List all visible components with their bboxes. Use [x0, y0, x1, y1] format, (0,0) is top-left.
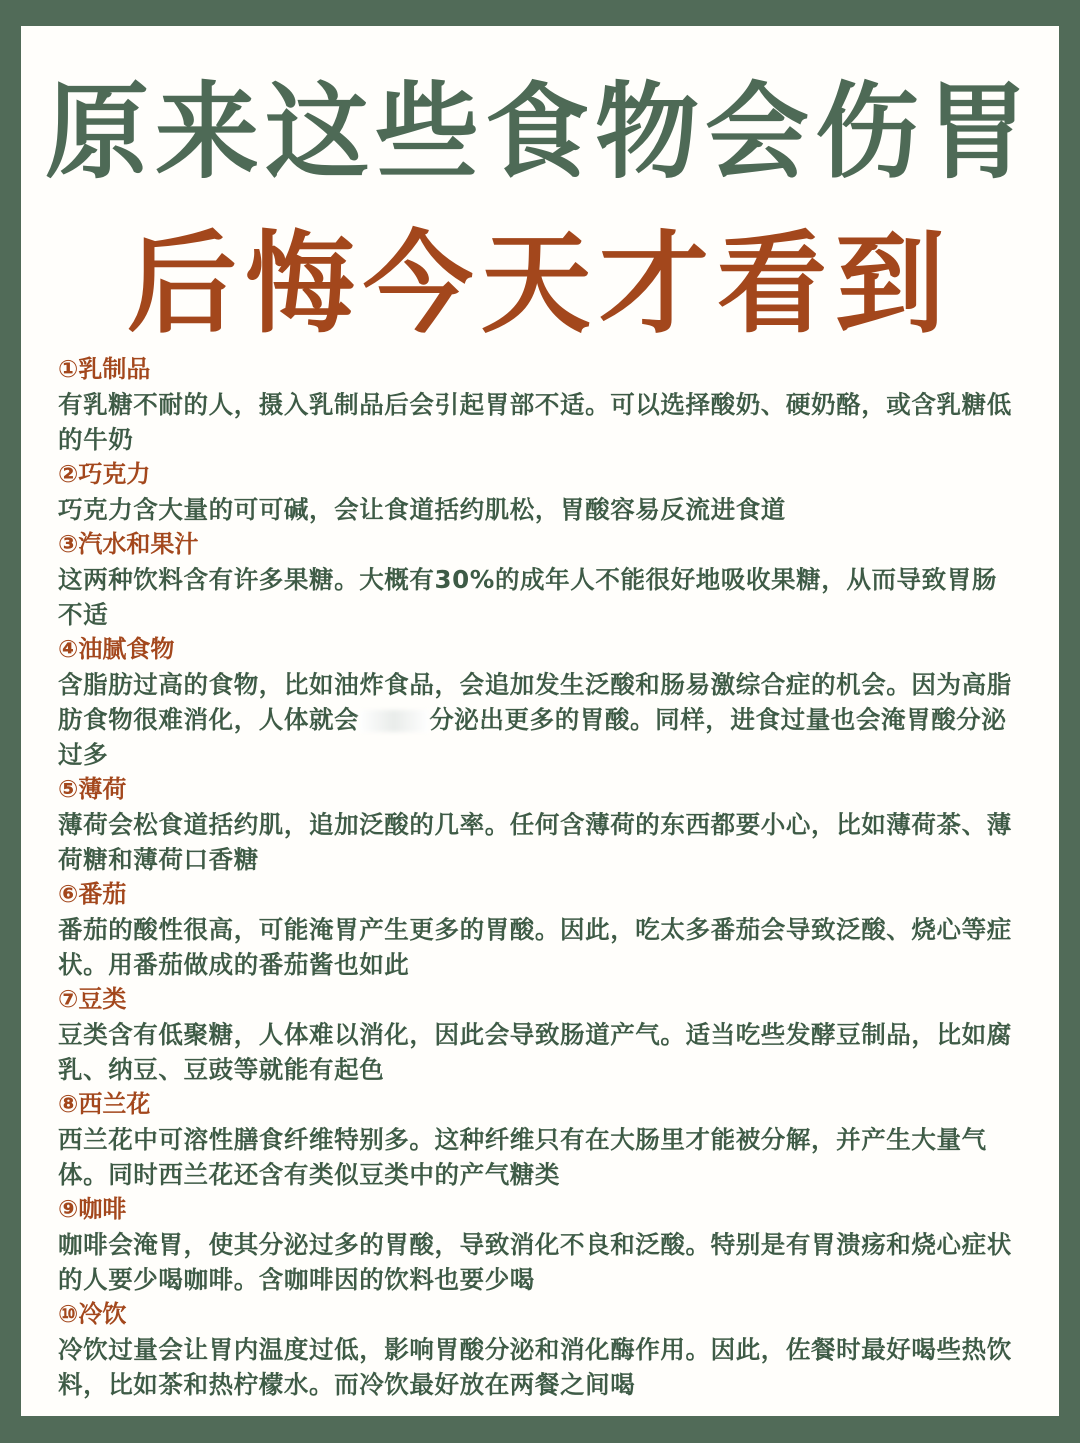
item-heading: ②巧克力 — [58, 460, 151, 488]
list-item — [58, 1297, 1018, 1402]
title-line-1: 原来这些食物会伤胃 — [44, 71, 1035, 193]
item-text: 这两种饮料含有许多果糖。大概有30%的成年人不能很好地吸收果糖，从而导致胃肠不适 — [58, 565, 997, 629]
list-item — [58, 527, 1018, 632]
item-heading: ⑤薄荷 — [58, 775, 127, 803]
item-heading: ④油腻食物 — [58, 635, 175, 663]
list-item — [58, 877, 1018, 982]
item-heading: ⑨咖啡 — [58, 1195, 127, 1223]
item-text: 西兰花中可溶性膳食纤维特别多。这种纤维只有在大肠里才能被分解，并产生大量气体。同时西兰花还含有类似豆类中的产气糖类 — [58, 1125, 987, 1189]
list-item — [58, 1087, 1018, 1192]
item-text: 冷饮过量会让胃内温度过低，影响胃酸分泌和消化酶作用。因此，佐餐时最好喝些热饮料，比如茶和热柠檬水。而冷饮最好放在两餐之间喝 — [58, 1335, 1012, 1399]
item-text: 番茄的酸性很高，可能淹胃产生更多的胃酸。因此，吃太多番茄会导致泛酸、烧心等症状。用番茄做成的番茄酱也如此 — [58, 915, 1012, 979]
item-text: 咖啡会淹胃，使其分泌过多的胃酸，导致消化不良和泛酸。特别是有胃溃疡和烧心症状的人要少喝咖啡。含咖啡因的饮料也要少喝 — [58, 1230, 1012, 1294]
item-text: 巧克力含大量的可可碱，会让食道括约肌松，胃酸容易反流进食道 — [58, 495, 786, 524]
item-text-part: 分泌出更多的胃酸。同样，进食过量也会淹胃酸分泌过多 — [58, 705, 1007, 769]
item-heading: ⑩冷饮 — [58, 1300, 127, 1328]
item-heading: ⑥番茄 — [58, 880, 127, 908]
item-heading: ⑦豆类 — [58, 985, 127, 1013]
title-line-2: 后悔今天才看到 — [127, 220, 953, 348]
item-heading: ①乳制品 — [58, 355, 151, 383]
item-text: 薄荷会松食道括约肌，追加泛酸的几率。任何含薄荷的东西都要小心，比如薄荷茶、薄荷糖和薄荷口香糖 — [58, 810, 1012, 874]
item-text — [58, 667, 1018, 772]
list-item — [58, 352, 1018, 457]
list-item — [58, 632, 1018, 772]
item-text: 豆类含有低聚糖，人体难以消化，因此会导致肠道产气。适当吃些发酵豆制品，比如腐乳、纳豆、豆豉等就能有起色 — [58, 1020, 1012, 1084]
list-item — [58, 457, 1018, 527]
list-item — [58, 772, 1018, 877]
item-text-part: 含脂肪过高的食物，比如油炸食品，会追加发生泛酸和肠易激综合症的机会。因为高脂肪食物很难消化，人体就会 — [58, 670, 1012, 734]
item-heading: ③汽水和果汁 — [58, 530, 199, 558]
list-item — [58, 982, 1018, 1087]
blurred-region — [359, 710, 429, 732]
list-item — [58, 1192, 1018, 1297]
item-text: 有乳糖不耐的人，摄入乳制品后会引起胃部不适。可以选择酸奶、硬奶酪，或含乳糖低的牛奶 — [58, 390, 1012, 454]
food-list — [58, 352, 1018, 1402]
item-heading: ⑧西兰花 — [58, 1090, 151, 1118]
